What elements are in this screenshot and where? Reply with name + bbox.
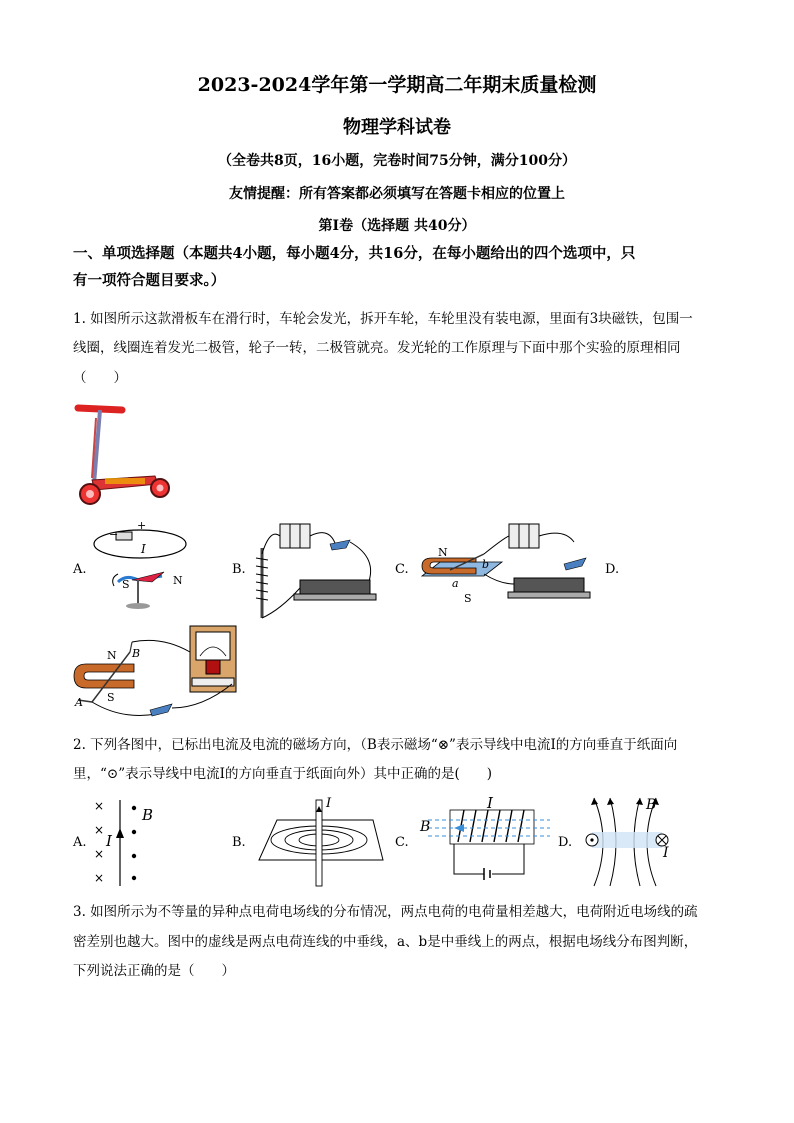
svg-text:×: × [94,799,105,813]
q1-a-s-label: S [122,578,130,591]
q2-figure-c [414,798,554,888]
q2-b-i-label: I [326,796,332,811]
q1-figure-b [250,518,380,628]
q1-figure-d [72,622,242,722]
exam-subject: 物理学科试卷 [343,117,451,138]
exam-title: 2023-2024学年第一学期高二年期末质量检测 [197,74,597,96]
section-heading-line1: 一、单项选择题（本题共4小题，每小题4分，共16分，在每小题给出的四个选项中，只 [73,245,636,262]
q2-option-b: B. [232,835,246,850]
q1-d-n-label: N [107,649,117,662]
exam-info: （全卷共8页，16小题，完卷时间75分钟，满分100分） [218,153,576,169]
q1-text-line3: （ ） [73,370,127,386]
q1-a-n-label: N [173,574,183,587]
q3-text-line2: 密差别也越大。图中的虚线是两点电荷连线的中垂线，a、b是中垂线上的两点，根据电场线分布图判断， [73,934,698,950]
q1-option-c: C. [395,562,409,577]
scooter-image [70,398,180,513]
q1-option-a: A. [73,562,87,577]
q1-c-b-label: b [482,558,490,571]
q1-figure-a [92,522,192,612]
q2-a-i-label: I [106,832,112,850]
q2-d-i-label: I [663,845,669,861]
q2-c-i-label: I [487,794,493,812]
q2-figure-b [255,798,385,888]
q3-text-line1: 3. 如图所示为不等量的异种点电荷电场线的分布情况，两点电荷的电荷量相差越大，电荷附近电场线的疏 [73,904,698,920]
q2-figure-d [578,796,678,888]
q1-text-line2: 线圈，线圈连着发光二极管，轮子一转，二极管就亮。发光轮的工作原理与下面中那个实验的原理相同 [73,340,681,356]
q1-a-plus-label: + [137,519,147,532]
q1-c-n-label: N [438,546,448,559]
q1-c-a-label: a [452,577,459,590]
q1-c-s-label: S [464,592,472,605]
q1-d-a-label: A [75,696,83,709]
q1-d-s-label: S [107,691,115,704]
q3-text-line3: 下列说法正确的是（ ） [73,963,235,979]
q1-d-b-label: B [132,647,141,660]
q1-a-minus-label: − [109,528,119,541]
volume-title: 第Ⅰ卷（选择题 共40分） [318,218,476,234]
q2-d-b-label: B [646,797,657,813]
q2-text-line1: 2. 下列各图中，已标出电流及电流的磁场方向，（B表示磁场“⊗”表示导线中电流I的方向垂直于纸面向 [73,737,678,753]
section-heading-line2: 有一项符合题目要求。） [73,272,226,289]
svg-text:×: × [94,871,105,885]
q2-option-c: C. [395,835,409,850]
q1-text-line1: 1. 如图所示这款滑板车在滑行时，车轮会发光，拆开车轮，车轮里没有装电源，里面有3块磁铁，包围一 [73,311,693,327]
q2-option-a: A. [73,835,87,850]
exam-reminder: 友情提醒：所有答案都必须填写在答题卡相应的位置上 [229,186,565,202]
q1-figure-c [414,518,604,613]
svg-text:×: × [94,823,105,837]
q2-a-b-label: B [142,806,154,824]
q2-text-line2: 里，“⊙”表示导线中电流I的方向垂直于纸面向外）其中正确的是( ) [73,766,492,782]
q2-option-d: D. [558,835,573,850]
q1-a-current-label: I [141,542,146,556]
q1-option-b: B. [232,562,246,577]
q2-c-b-label: B [420,819,431,835]
q1-option-d: D. [605,562,620,577]
svg-text:×: × [94,847,105,861]
